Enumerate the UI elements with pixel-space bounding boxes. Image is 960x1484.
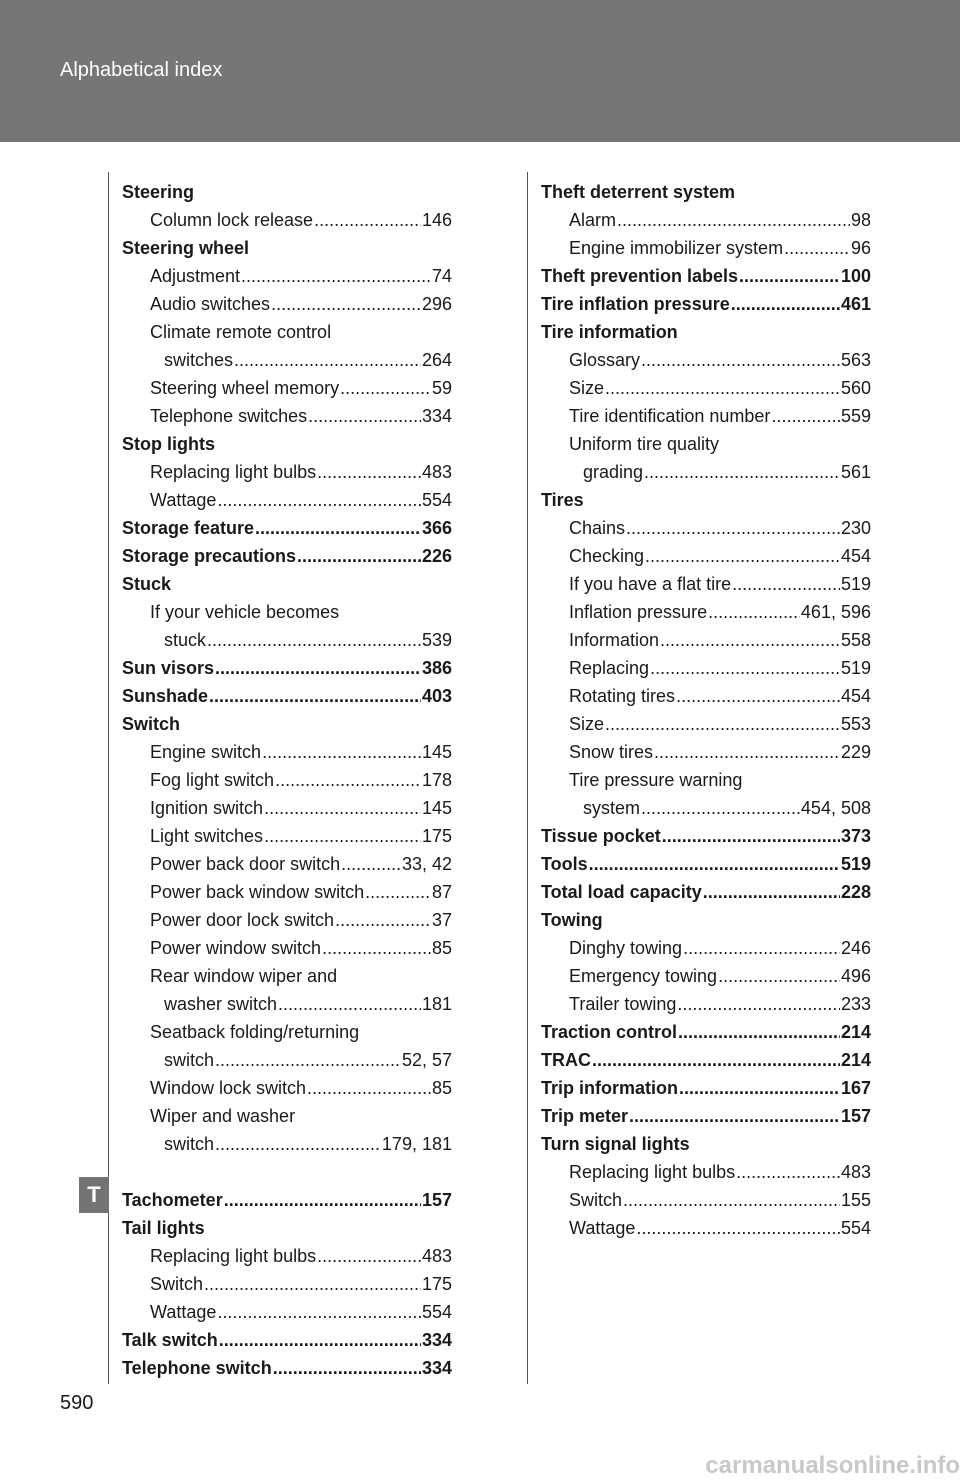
entry-label: Engine immobilizer system xyxy=(569,238,784,258)
dot-leader xyxy=(341,850,401,878)
entry-label: Tire information xyxy=(541,322,678,342)
dot-leader xyxy=(650,654,840,682)
index-subentry xyxy=(541,430,871,458)
index-subentry xyxy=(122,1298,452,1326)
entry-label: Telephone switch xyxy=(122,1358,272,1378)
page-ref: 157 xyxy=(840,1106,871,1126)
entry-label: switch xyxy=(164,1134,215,1154)
entry-label: Tire inflation pressure xyxy=(541,294,730,314)
index-entry xyxy=(541,318,871,346)
page-ref: 454, 508 xyxy=(800,798,871,818)
index-subentry xyxy=(541,738,871,766)
index-entry xyxy=(122,1326,452,1354)
entry-label: Theft prevention labels xyxy=(541,266,739,286)
page-ref: 373 xyxy=(840,826,871,846)
entry-label: Power back window switch xyxy=(150,882,365,902)
index-spacer xyxy=(122,1158,452,1186)
page-ref: 155 xyxy=(840,1190,871,1210)
index-subentry xyxy=(122,318,452,346)
entry-label: Total load capacity xyxy=(541,882,702,902)
index-subentry xyxy=(541,598,871,626)
index-subentry xyxy=(122,290,452,318)
page-ref: 98 xyxy=(850,210,871,230)
dot-leader xyxy=(278,990,421,1018)
dot-leader xyxy=(636,1214,840,1242)
dot-leader xyxy=(217,486,421,514)
index-subentry xyxy=(122,738,452,766)
dot-leader xyxy=(317,458,421,486)
entry-label: Column lock release xyxy=(150,210,314,230)
watermark: carmanualsonline.info xyxy=(705,1452,960,1479)
entry-label: Stop lights xyxy=(122,434,215,454)
index-subentry xyxy=(122,626,452,654)
index-subentry xyxy=(541,234,871,262)
dot-leader xyxy=(215,1046,401,1074)
index-subentry xyxy=(541,1214,871,1242)
index-entry xyxy=(122,1354,452,1382)
dot-leader xyxy=(275,766,421,794)
page-ref: 230 xyxy=(840,518,871,538)
index-entry xyxy=(541,822,871,850)
index-entry xyxy=(122,542,452,570)
index-entry xyxy=(541,1074,871,1102)
index-subentry xyxy=(122,1270,452,1298)
entry-label: Storage feature xyxy=(122,518,255,538)
entry-label: Trailer towing xyxy=(569,994,677,1014)
entry-label: washer switch xyxy=(164,994,278,1014)
index-subentry xyxy=(122,934,452,962)
dot-leader xyxy=(224,1186,421,1214)
entry-label: Size xyxy=(569,714,605,734)
dot-leader xyxy=(317,1242,421,1270)
entry-label: Sun visors xyxy=(122,658,215,678)
page-ref: 214 xyxy=(840,1050,871,1070)
dot-leader xyxy=(662,822,840,850)
dot-leader xyxy=(307,1074,431,1102)
entry-label: Wiper and washer xyxy=(150,1106,296,1126)
page-ref: 539 xyxy=(421,630,452,650)
index-entry xyxy=(122,514,452,542)
entry-label: Replacing light bulbs xyxy=(150,1246,317,1266)
index-subentry xyxy=(541,346,871,374)
index-subentry xyxy=(122,486,452,514)
index-subentry xyxy=(122,766,452,794)
page-ref: 226 xyxy=(421,546,452,566)
entry-label: Uniform tire quality xyxy=(569,434,720,454)
page-ref: 157 xyxy=(421,1190,452,1210)
page-ref: 519 xyxy=(840,658,871,678)
entry-label: Power back door switch xyxy=(150,854,341,874)
index-subentry xyxy=(122,878,452,906)
index-entry xyxy=(541,262,871,290)
page-ref: 559 xyxy=(840,406,871,426)
entry-label: Talk switch xyxy=(122,1330,218,1350)
dot-leader xyxy=(219,1326,421,1354)
page-ref: 519 xyxy=(840,574,871,594)
page-ref: 403 xyxy=(421,686,452,706)
index-entry xyxy=(541,178,871,206)
index-subentry xyxy=(122,1242,452,1270)
page-ref: 33, 42 xyxy=(401,854,452,874)
index-subentry xyxy=(541,1186,871,1214)
page-ref: 145 xyxy=(421,798,452,818)
entry-label: Replacing xyxy=(569,658,650,678)
entry-label: Steering wheel memory xyxy=(150,378,340,398)
dot-leader xyxy=(273,1354,421,1382)
dot-leader xyxy=(736,1158,840,1186)
dot-leader xyxy=(322,934,431,962)
entry-label: grading xyxy=(583,462,644,482)
entry-label: Information xyxy=(569,630,660,650)
index-subentry xyxy=(541,766,871,794)
index-subentry xyxy=(541,990,871,1018)
entry-label: Switch xyxy=(569,1190,623,1210)
index-subentry xyxy=(122,822,452,850)
dot-leader xyxy=(771,402,840,430)
page-title: Alphabetical index xyxy=(60,59,223,81)
entry-label: Tire identification number xyxy=(569,406,771,426)
dot-leader xyxy=(629,1102,840,1130)
dot-leader xyxy=(264,794,421,822)
entry-label: Storage precautions xyxy=(122,546,297,566)
index-entry xyxy=(122,234,452,262)
index-subentry xyxy=(541,626,871,654)
dot-leader xyxy=(297,542,421,570)
entry-label: Replacing light bulbs xyxy=(150,462,317,482)
entry-label: Ignition switch xyxy=(150,798,264,818)
page-ref: 366 xyxy=(421,518,452,538)
index-entry xyxy=(541,1130,871,1158)
page-ref: 334 xyxy=(421,406,452,426)
index-subentry xyxy=(122,1130,452,1158)
page-ref: 560 xyxy=(840,378,871,398)
entry-label: Wattage xyxy=(150,490,217,510)
page-ref: 483 xyxy=(421,462,452,482)
entry-label: Engine switch xyxy=(150,742,262,762)
page-ref: 52, 57 xyxy=(401,1050,452,1070)
page-ref: 483 xyxy=(840,1162,871,1182)
index-subentry xyxy=(541,374,871,402)
page-ref: 454 xyxy=(840,546,871,566)
index-entry xyxy=(122,570,452,598)
page-ref: 461 xyxy=(840,294,871,314)
entry-label: Size xyxy=(569,378,605,398)
entry-label: Theft deterrent system xyxy=(541,182,736,202)
dot-leader xyxy=(617,206,850,234)
entry-label: Adjustment xyxy=(150,266,241,286)
page-ref: 59 xyxy=(431,378,452,398)
page-ref: 553 xyxy=(840,714,871,734)
index-entry xyxy=(122,1214,452,1242)
index-subentry xyxy=(541,682,871,710)
dot-leader xyxy=(703,878,840,906)
entry-label: Sunshade xyxy=(122,686,209,706)
entry-label: Fog light switch xyxy=(150,770,275,790)
index-entry xyxy=(541,1046,871,1074)
page-ref: 175 xyxy=(421,1274,452,1294)
entry-label: Towing xyxy=(541,910,603,930)
entry-label: Trip information xyxy=(541,1078,678,1098)
index-entry xyxy=(122,654,452,682)
index-entry xyxy=(122,710,452,738)
page-ref: 37 xyxy=(431,910,452,930)
entry-label: Traction control xyxy=(541,1022,678,1042)
page-ref: 496 xyxy=(840,966,871,986)
entry-label: Telephone switches xyxy=(150,406,308,426)
entry-label: Tire pressure warning xyxy=(569,770,743,790)
index-subentry xyxy=(541,654,871,682)
dot-leader xyxy=(660,626,840,654)
dot-leader xyxy=(641,346,840,374)
dot-leader xyxy=(255,514,421,542)
entry-label: Inflation pressure xyxy=(569,602,708,622)
index-subentry xyxy=(122,598,452,626)
page-ref: 558 xyxy=(840,630,871,650)
entry-label: Stuck xyxy=(122,574,172,594)
entry-label: system xyxy=(583,798,641,818)
entry-label: switch xyxy=(164,1050,215,1070)
entry-label: Power door lock switch xyxy=(150,910,335,930)
dot-leader xyxy=(234,346,421,374)
index-column-right xyxy=(541,178,871,1242)
entry-label: Window lock switch xyxy=(150,1078,307,1098)
dot-leader xyxy=(308,402,421,430)
entry-label: switches xyxy=(164,350,234,370)
dot-leader xyxy=(262,738,421,766)
page-ref: 461, 596 xyxy=(800,602,871,622)
page-ref: 228 xyxy=(840,882,871,902)
index-entry xyxy=(122,682,452,710)
entry-label: Tachometer xyxy=(122,1190,223,1210)
entry-label: Tail lights xyxy=(122,1218,205,1238)
index-entry xyxy=(541,878,871,906)
page-ref: 178 xyxy=(421,770,452,790)
page-ref: 334 xyxy=(421,1358,452,1378)
entry-label: stuck xyxy=(164,630,207,650)
index-column-left xyxy=(122,178,452,1382)
entry-label: Tissue pocket xyxy=(541,826,661,846)
index-entry xyxy=(541,1018,871,1046)
index-subentry xyxy=(541,710,871,738)
dot-leader xyxy=(784,234,850,262)
dot-leader xyxy=(718,962,840,990)
entry-label: Tires xyxy=(541,490,584,510)
entry-label: Emergency towing xyxy=(569,966,718,986)
dot-leader xyxy=(708,598,800,626)
dot-leader xyxy=(215,1130,381,1158)
index-subentry xyxy=(541,402,871,430)
dot-leader xyxy=(644,458,840,486)
entry-label: Audio switches xyxy=(150,294,271,314)
entry-label: Dinghy towing xyxy=(569,938,683,958)
entry-label: Steering wheel xyxy=(122,238,250,258)
index-subentry xyxy=(541,570,871,598)
center-divider xyxy=(527,172,528,1384)
index-entry xyxy=(122,430,452,458)
page-ref: 175 xyxy=(421,826,452,846)
page-ref: 386 xyxy=(421,658,452,678)
index-entry xyxy=(541,290,871,318)
index-subentry xyxy=(122,206,452,234)
entry-label: Chains xyxy=(569,518,626,538)
page-ref: 214 xyxy=(840,1022,871,1042)
page-ref: 454 xyxy=(840,686,871,706)
dot-leader xyxy=(683,934,840,962)
page-ref: 179, 181 xyxy=(381,1134,452,1154)
index-entry xyxy=(541,850,871,878)
page-ref: 246 xyxy=(840,938,871,958)
index-subentry xyxy=(122,794,452,822)
entry-label: Wattage xyxy=(150,1302,217,1322)
dot-leader xyxy=(641,794,800,822)
entry-label: Power window switch xyxy=(150,938,322,958)
page-ref: 229 xyxy=(840,742,871,762)
dot-leader xyxy=(241,262,431,290)
dot-leader xyxy=(654,738,840,766)
entry-label: Snow tires xyxy=(569,742,654,762)
page-ref: 554 xyxy=(421,490,452,510)
entry-label: Checking xyxy=(569,546,645,566)
index-subentry xyxy=(122,374,452,402)
dot-leader xyxy=(626,514,840,542)
page-ref: 334 xyxy=(421,1330,452,1350)
index-subentry xyxy=(122,962,452,990)
entry-label: Light switches xyxy=(150,826,264,846)
dot-leader xyxy=(207,626,421,654)
entry-label: Rotating tires xyxy=(569,686,676,706)
dot-leader xyxy=(204,1270,421,1298)
entry-label: Turn signal lights xyxy=(541,1134,690,1154)
index-entry xyxy=(541,1102,871,1130)
dot-leader xyxy=(731,290,840,318)
dot-leader xyxy=(605,374,840,402)
dot-leader xyxy=(340,374,431,402)
index-subentry xyxy=(122,990,452,1018)
header-bar xyxy=(0,0,960,142)
dot-leader xyxy=(271,290,421,318)
index-subentry xyxy=(541,206,871,234)
page-ref: 563 xyxy=(840,350,871,370)
index-subentry xyxy=(122,262,452,290)
entry-label: Tools xyxy=(541,854,588,874)
index-subentry xyxy=(541,962,871,990)
page-ref: 233 xyxy=(840,994,871,1014)
page-ref: 85 xyxy=(431,938,452,958)
index-subentry xyxy=(122,346,452,374)
entry-label: Switch xyxy=(150,1274,204,1294)
page-ref: 100 xyxy=(840,266,871,286)
page-ref: 145 xyxy=(421,742,452,762)
index-subentry xyxy=(122,1102,452,1130)
dot-leader xyxy=(217,1298,421,1326)
dot-leader xyxy=(739,262,840,290)
page-ref: 96 xyxy=(850,238,871,258)
entry-label: Seatback folding/returning xyxy=(150,1022,360,1042)
section-tab: T xyxy=(79,1177,109,1213)
page-ref: 87 xyxy=(431,882,452,902)
index-subentry xyxy=(122,402,452,430)
entry-label: Wattage xyxy=(569,1218,636,1238)
dot-leader xyxy=(589,850,840,878)
dot-leader xyxy=(678,1018,840,1046)
index-entry xyxy=(122,178,452,206)
page-ref: 74 xyxy=(431,266,452,286)
index-subentry xyxy=(122,1018,452,1046)
entry-label: If your vehicle becomes xyxy=(150,602,340,622)
dot-leader xyxy=(676,682,840,710)
index-subentry xyxy=(122,906,452,934)
dot-leader xyxy=(623,1186,840,1214)
entry-label: Steering xyxy=(122,182,195,202)
index-subentry xyxy=(122,850,452,878)
entry-label: If you have a flat tire xyxy=(569,574,732,594)
dot-leader xyxy=(209,682,421,710)
index-subentry xyxy=(541,1158,871,1186)
dot-leader xyxy=(592,1046,840,1074)
entry-label: Alarm xyxy=(569,210,617,230)
page-ref: 264 xyxy=(421,350,452,370)
dot-leader xyxy=(335,906,431,934)
index-entry xyxy=(541,486,871,514)
entry-label: Glossary xyxy=(569,350,641,370)
page-number: 590 xyxy=(60,1392,94,1414)
dot-leader xyxy=(605,710,840,738)
entry-label: Switch xyxy=(122,714,181,734)
index-subentry xyxy=(541,458,871,486)
index-subentry xyxy=(541,542,871,570)
index-subentry xyxy=(541,514,871,542)
page-ref: 296 xyxy=(421,294,452,314)
entry-label: TRAC xyxy=(541,1050,591,1070)
entry-label: Climate remote control xyxy=(150,322,332,342)
page-ref: 483 xyxy=(421,1246,452,1266)
index-entry xyxy=(122,1186,452,1214)
dot-leader xyxy=(365,878,431,906)
page-ref: 146 xyxy=(421,210,452,230)
index-subentry xyxy=(122,1046,452,1074)
entry-label: Rear window wiper and xyxy=(150,966,338,986)
entry-label: Replacing light bulbs xyxy=(569,1162,736,1182)
dot-leader xyxy=(645,542,840,570)
index-subentry xyxy=(541,794,871,822)
page-ref: 554 xyxy=(840,1218,871,1238)
index-subentry xyxy=(122,458,452,486)
dot-leader xyxy=(264,822,421,850)
page-ref: 519 xyxy=(840,854,871,874)
page-ref: 181 xyxy=(421,994,452,1014)
dot-leader xyxy=(215,654,421,682)
index-subentry xyxy=(541,934,871,962)
page-ref: 561 xyxy=(840,462,871,482)
dot-leader xyxy=(314,206,421,234)
dot-leader xyxy=(732,570,840,598)
page-ref: 167 xyxy=(840,1078,871,1098)
index-entry xyxy=(541,906,871,934)
index-subentry xyxy=(122,1074,452,1102)
page-ref: 554 xyxy=(421,1302,452,1322)
dot-leader xyxy=(679,1074,840,1102)
page-ref: 85 xyxy=(431,1078,452,1098)
entry-label: Trip meter xyxy=(541,1106,629,1126)
dot-leader xyxy=(677,990,840,1018)
